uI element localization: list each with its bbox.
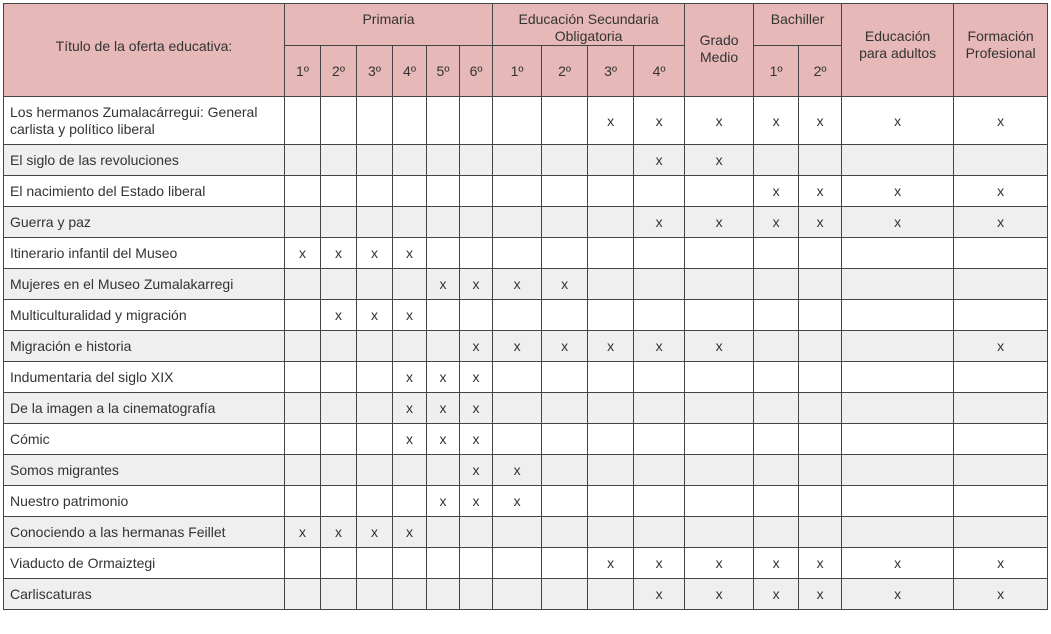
level-mark-cell bbox=[954, 145, 1048, 176]
table-row bbox=[4, 238, 1048, 269]
level-mark-cell bbox=[393, 176, 427, 207]
table-row bbox=[4, 393, 1048, 424]
table-row bbox=[4, 455, 1048, 486]
level-mark-cell bbox=[460, 300, 493, 331]
table-row bbox=[4, 579, 1048, 610]
level-mark-cell bbox=[393, 269, 427, 300]
level-mark-cell: x bbox=[954, 207, 1048, 238]
level-mark-cell bbox=[393, 207, 427, 238]
offer-title-cell: Guerra y paz bbox=[4, 207, 285, 238]
level-mark-cell: x bbox=[954, 579, 1048, 610]
level-mark-cell bbox=[588, 300, 634, 331]
offer-title-cell: Conociendo a las hermanas Feillet bbox=[4, 517, 285, 548]
level-mark-cell bbox=[460, 145, 493, 176]
level-mark-cell: x bbox=[427, 486, 460, 517]
primaria-4-header: 4º bbox=[393, 46, 427, 97]
level-mark-cell: x bbox=[588, 97, 634, 145]
level-mark-cell bbox=[588, 362, 634, 393]
level-mark-cell bbox=[588, 517, 634, 548]
table-row bbox=[4, 331, 1048, 362]
level-mark-cell: x bbox=[321, 517, 357, 548]
table-row bbox=[4, 362, 1048, 393]
fp-header bbox=[954, 4, 1048, 97]
table-row bbox=[4, 548, 1048, 579]
level-mark-cell bbox=[588, 269, 634, 300]
level-mark-cell: x bbox=[842, 579, 954, 610]
level-mark-cell: x bbox=[634, 331, 685, 362]
level-mark-cell bbox=[754, 269, 799, 300]
level-mark-cell: x bbox=[634, 207, 685, 238]
level-mark-cell bbox=[954, 300, 1048, 331]
table-row bbox=[4, 269, 1048, 300]
level-mark-cell: x bbox=[799, 548, 842, 579]
level-mark-cell: x bbox=[634, 579, 685, 610]
level-mark-cell: x bbox=[799, 579, 842, 610]
primaria-6-header: 6º bbox=[460, 46, 493, 97]
level-mark-cell bbox=[954, 393, 1048, 424]
level-mark-cell bbox=[754, 300, 799, 331]
level-mark-cell bbox=[634, 455, 685, 486]
grado-medio-label: Grado Medio bbox=[699, 32, 739, 65]
level-mark-cell bbox=[685, 176, 754, 207]
level-mark-cell bbox=[427, 579, 460, 610]
level-mark-cell: x bbox=[954, 331, 1048, 362]
level-mark-cell bbox=[799, 362, 842, 393]
level-mark-cell bbox=[285, 579, 321, 610]
title-column-header: Título de la oferta educativa: bbox=[4, 4, 285, 97]
adultos-header bbox=[842, 4, 954, 97]
level-mark-cell bbox=[321, 548, 357, 579]
level-mark-cell bbox=[285, 362, 321, 393]
level-mark-cell bbox=[357, 486, 393, 517]
level-mark-cell bbox=[842, 269, 954, 300]
level-mark-cell bbox=[357, 97, 393, 145]
level-mark-cell bbox=[634, 393, 685, 424]
offer-title-cell: Multiculturalidad y migración bbox=[4, 300, 285, 331]
level-mark-cell bbox=[588, 207, 634, 238]
level-mark-cell bbox=[542, 176, 588, 207]
level-mark-cell: x bbox=[493, 486, 542, 517]
level-mark-cell bbox=[357, 579, 393, 610]
level-mark-cell bbox=[954, 517, 1048, 548]
level-mark-cell: x bbox=[754, 548, 799, 579]
level-mark-cell bbox=[427, 97, 460, 145]
level-mark-cell bbox=[285, 548, 321, 579]
level-mark-cell bbox=[799, 424, 842, 455]
level-mark-cell bbox=[754, 517, 799, 548]
level-mark-cell bbox=[842, 145, 954, 176]
level-mark-cell bbox=[842, 517, 954, 548]
level-mark-cell bbox=[954, 238, 1048, 269]
fp-label: Formación Profesional bbox=[965, 28, 1036, 61]
level-mark-cell bbox=[588, 455, 634, 486]
level-mark-cell: x bbox=[799, 176, 842, 207]
offer-title-cell: Cómic bbox=[4, 424, 285, 455]
level-mark-cell bbox=[321, 176, 357, 207]
level-mark-cell bbox=[954, 486, 1048, 517]
level-mark-cell bbox=[634, 424, 685, 455]
level-mark-cell bbox=[460, 579, 493, 610]
level-mark-cell bbox=[393, 579, 427, 610]
level-mark-cell: x bbox=[357, 238, 393, 269]
level-mark-cell: x bbox=[954, 176, 1048, 207]
level-mark-cell bbox=[685, 393, 754, 424]
level-mark-cell bbox=[799, 517, 842, 548]
level-mark-cell bbox=[542, 145, 588, 176]
level-mark-cell bbox=[493, 300, 542, 331]
level-mark-cell bbox=[285, 97, 321, 145]
level-mark-cell bbox=[634, 517, 685, 548]
level-mark-cell bbox=[427, 145, 460, 176]
level-mark-cell: x bbox=[460, 362, 493, 393]
level-mark-cell bbox=[285, 331, 321, 362]
level-mark-cell: x bbox=[634, 548, 685, 579]
level-mark-cell bbox=[357, 145, 393, 176]
level-mark-cell: x bbox=[954, 97, 1048, 145]
level-mark-cell bbox=[542, 207, 588, 238]
offer-title-cell: El siglo de las revoluciones bbox=[4, 145, 285, 176]
level-mark-cell bbox=[321, 207, 357, 238]
level-mark-cell bbox=[542, 548, 588, 579]
level-mark-cell: x bbox=[542, 269, 588, 300]
level-mark-cell bbox=[799, 238, 842, 269]
level-mark-cell bbox=[285, 176, 321, 207]
level-mark-cell bbox=[588, 424, 634, 455]
level-mark-cell bbox=[393, 548, 427, 579]
level-mark-cell: x bbox=[493, 269, 542, 300]
level-mark-cell bbox=[634, 269, 685, 300]
offer-title-cell: Itinerario infantil del Museo bbox=[4, 238, 285, 269]
level-mark-cell bbox=[493, 145, 542, 176]
level-mark-cell bbox=[842, 486, 954, 517]
offer-title-cell: Indumentaria del siglo XIX bbox=[4, 362, 285, 393]
table-row bbox=[4, 97, 1048, 145]
level-mark-cell bbox=[542, 362, 588, 393]
level-mark-cell: x bbox=[427, 424, 460, 455]
level-mark-cell bbox=[285, 393, 321, 424]
level-mark-cell bbox=[357, 424, 393, 455]
level-mark-cell bbox=[357, 176, 393, 207]
level-mark-cell: x bbox=[393, 424, 427, 455]
level-mark-cell bbox=[954, 424, 1048, 455]
level-mark-cell: x bbox=[799, 97, 842, 145]
level-mark-cell bbox=[754, 145, 799, 176]
table-body bbox=[4, 97, 1048, 610]
level-mark-cell bbox=[542, 486, 588, 517]
level-mark-cell: x bbox=[321, 238, 357, 269]
level-mark-cell bbox=[542, 393, 588, 424]
level-mark-cell bbox=[842, 362, 954, 393]
bachiller-header: Bachiller bbox=[754, 4, 842, 46]
level-mark-cell: x bbox=[842, 97, 954, 145]
eso-3-header: 3º bbox=[588, 46, 634, 97]
table-row bbox=[4, 517, 1048, 548]
level-mark-cell bbox=[285, 300, 321, 331]
level-mark-cell: x bbox=[685, 207, 754, 238]
offer-title-cell: Viaducto de Ormaiztegi bbox=[4, 548, 285, 579]
level-mark-cell bbox=[427, 331, 460, 362]
primaria-2-header: 2º bbox=[321, 46, 357, 97]
table-row bbox=[4, 145, 1048, 176]
eso-2-header: 2º bbox=[542, 46, 588, 97]
offer-title-cell: Carliscaturas bbox=[4, 579, 285, 610]
level-mark-cell bbox=[588, 579, 634, 610]
primaria-3-header: 3º bbox=[357, 46, 393, 97]
adultos-label: Educación para adultos bbox=[859, 28, 937, 61]
eso-4-header: 4º bbox=[634, 46, 685, 97]
level-mark-cell bbox=[493, 517, 542, 548]
level-mark-cell bbox=[393, 455, 427, 486]
level-mark-cell: x bbox=[493, 455, 542, 486]
level-mark-cell bbox=[842, 393, 954, 424]
level-mark-cell bbox=[427, 517, 460, 548]
level-mark-cell: x bbox=[285, 238, 321, 269]
level-mark-cell bbox=[460, 207, 493, 238]
level-mark-cell bbox=[357, 362, 393, 393]
offer-title-cell: Nuestro patrimonio bbox=[4, 486, 285, 517]
level-mark-cell bbox=[285, 269, 321, 300]
level-mark-cell bbox=[285, 424, 321, 455]
offer-title-cell: El nacimiento del Estado liberal bbox=[4, 176, 285, 207]
level-mark-cell bbox=[542, 455, 588, 486]
level-mark-cell bbox=[842, 424, 954, 455]
offer-title-cell: Mujeres en el Museo Zumalakarregi bbox=[4, 269, 285, 300]
offer-title-cell: Los hermanos Zumalacárregui: General carlista y político liberal bbox=[4, 97, 285, 145]
level-mark-cell bbox=[493, 97, 542, 145]
educational-offer-table bbox=[3, 3, 1048, 610]
level-mark-cell bbox=[588, 176, 634, 207]
level-mark-cell bbox=[357, 393, 393, 424]
level-mark-cell bbox=[427, 300, 460, 331]
level-mark-cell: x bbox=[542, 331, 588, 362]
level-mark-cell: x bbox=[685, 145, 754, 176]
level-mark-cell bbox=[542, 517, 588, 548]
level-mark-cell: x bbox=[393, 300, 427, 331]
level-mark-cell bbox=[321, 362, 357, 393]
eso-1-header: 1º bbox=[493, 46, 542, 97]
level-mark-cell bbox=[799, 486, 842, 517]
table-row bbox=[4, 176, 1048, 207]
level-mark-cell bbox=[754, 486, 799, 517]
table-row bbox=[4, 424, 1048, 455]
level-mark-cell bbox=[634, 486, 685, 517]
level-mark-cell bbox=[357, 455, 393, 486]
level-mark-cell: x bbox=[685, 548, 754, 579]
level-mark-cell bbox=[685, 362, 754, 393]
primaria-header: Primaria bbox=[285, 4, 493, 46]
offer-title-cell: Migración e historia bbox=[4, 331, 285, 362]
level-mark-cell: x bbox=[754, 97, 799, 145]
level-mark-cell bbox=[493, 393, 542, 424]
level-mark-cell: x bbox=[460, 455, 493, 486]
level-mark-cell bbox=[493, 176, 542, 207]
level-mark-cell bbox=[685, 455, 754, 486]
level-mark-cell bbox=[685, 424, 754, 455]
level-mark-cell bbox=[799, 331, 842, 362]
level-mark-cell bbox=[427, 207, 460, 238]
level-mark-cell bbox=[634, 238, 685, 269]
offer-title-cell: De la imagen a la cinematografía bbox=[4, 393, 285, 424]
level-mark-cell bbox=[754, 455, 799, 486]
level-mark-cell bbox=[542, 424, 588, 455]
level-mark-cell bbox=[460, 548, 493, 579]
level-mark-cell bbox=[427, 455, 460, 486]
level-mark-cell bbox=[842, 300, 954, 331]
level-mark-cell bbox=[321, 145, 357, 176]
level-mark-cell bbox=[842, 455, 954, 486]
level-mark-cell bbox=[754, 393, 799, 424]
level-mark-cell bbox=[799, 393, 842, 424]
level-mark-cell: x bbox=[799, 207, 842, 238]
level-mark-cell bbox=[954, 269, 1048, 300]
level-mark-cell bbox=[588, 393, 634, 424]
level-mark-cell bbox=[460, 517, 493, 548]
level-mark-cell: x bbox=[842, 548, 954, 579]
level-mark-cell: x bbox=[427, 269, 460, 300]
level-mark-cell bbox=[685, 269, 754, 300]
level-mark-cell: x bbox=[460, 331, 493, 362]
level-mark-cell bbox=[357, 548, 393, 579]
level-mark-cell: x bbox=[754, 176, 799, 207]
level-mark-cell bbox=[799, 300, 842, 331]
level-mark-cell: x bbox=[685, 331, 754, 362]
eso-header: Educación Secundaria Obligatoria bbox=[493, 4, 685, 46]
level-mark-cell bbox=[285, 486, 321, 517]
level-mark-cell bbox=[685, 300, 754, 331]
level-mark-cell: x bbox=[427, 362, 460, 393]
level-mark-cell bbox=[954, 455, 1048, 486]
level-mark-cell bbox=[427, 548, 460, 579]
level-mark-cell bbox=[357, 331, 393, 362]
level-mark-cell bbox=[842, 238, 954, 269]
level-mark-cell bbox=[685, 486, 754, 517]
level-mark-cell: x bbox=[427, 393, 460, 424]
table-row bbox=[4, 486, 1048, 517]
level-mark-cell bbox=[799, 269, 842, 300]
level-mark-cell bbox=[542, 97, 588, 145]
level-mark-cell bbox=[321, 393, 357, 424]
level-mark-cell bbox=[754, 331, 799, 362]
level-mark-cell bbox=[754, 424, 799, 455]
level-mark-cell: x bbox=[754, 579, 799, 610]
level-mark-cell bbox=[493, 424, 542, 455]
level-mark-cell bbox=[954, 362, 1048, 393]
level-mark-cell bbox=[427, 238, 460, 269]
level-mark-cell: x bbox=[685, 97, 754, 145]
level-mark-cell bbox=[460, 238, 493, 269]
primaria-5-header: 5º bbox=[427, 46, 460, 97]
level-mark-cell: x bbox=[460, 393, 493, 424]
level-mark-cell: x bbox=[460, 424, 493, 455]
level-mark-cell: x bbox=[588, 548, 634, 579]
level-mark-cell bbox=[285, 207, 321, 238]
level-mark-cell bbox=[321, 455, 357, 486]
level-mark-cell bbox=[285, 145, 321, 176]
level-mark-cell bbox=[393, 97, 427, 145]
level-mark-cell: x bbox=[588, 331, 634, 362]
level-mark-cell bbox=[799, 455, 842, 486]
bachiller-1-header: 1º bbox=[754, 46, 799, 97]
level-mark-cell bbox=[321, 269, 357, 300]
level-mark-cell: x bbox=[493, 331, 542, 362]
level-mark-cell bbox=[493, 207, 542, 238]
level-mark-cell bbox=[357, 207, 393, 238]
level-mark-cell bbox=[357, 269, 393, 300]
bachiller-2-header: 2º bbox=[799, 46, 842, 97]
level-mark-cell bbox=[542, 238, 588, 269]
offer-title-cell: Somos migrantes bbox=[4, 455, 285, 486]
level-mark-cell bbox=[588, 238, 634, 269]
level-mark-cell: x bbox=[393, 238, 427, 269]
level-mark-cell: x bbox=[321, 300, 357, 331]
level-mark-cell bbox=[393, 331, 427, 362]
level-mark-cell: x bbox=[634, 97, 685, 145]
level-mark-cell: x bbox=[754, 207, 799, 238]
level-mark-cell: x bbox=[685, 579, 754, 610]
level-mark-cell bbox=[588, 486, 634, 517]
grado-medio-header bbox=[685, 4, 754, 97]
level-mark-cell bbox=[393, 145, 427, 176]
level-mark-cell: x bbox=[954, 548, 1048, 579]
level-mark-cell: x bbox=[460, 269, 493, 300]
level-mark-cell bbox=[493, 362, 542, 393]
level-mark-cell bbox=[685, 517, 754, 548]
level-mark-cell: x bbox=[393, 393, 427, 424]
level-mark-cell bbox=[634, 362, 685, 393]
level-mark-cell bbox=[588, 145, 634, 176]
level-mark-cell bbox=[842, 331, 954, 362]
level-mark-cell bbox=[634, 300, 685, 331]
level-mark-cell bbox=[321, 97, 357, 145]
level-mark-cell: x bbox=[842, 176, 954, 207]
level-mark-cell bbox=[634, 176, 685, 207]
level-mark-cell: x bbox=[460, 486, 493, 517]
level-mark-cell bbox=[285, 455, 321, 486]
level-mark-cell bbox=[685, 238, 754, 269]
level-mark-cell: x bbox=[842, 207, 954, 238]
level-mark-cell bbox=[427, 176, 460, 207]
level-mark-cell bbox=[321, 486, 357, 517]
level-mark-cell bbox=[493, 548, 542, 579]
primaria-1-header: 1º bbox=[285, 46, 321, 97]
level-mark-cell bbox=[460, 176, 493, 207]
level-mark-cell: x bbox=[357, 300, 393, 331]
level-mark-cell bbox=[754, 362, 799, 393]
level-mark-cell: x bbox=[393, 517, 427, 548]
level-mark-cell: x bbox=[357, 517, 393, 548]
level-mark-cell bbox=[321, 331, 357, 362]
level-mark-cell: x bbox=[634, 145, 685, 176]
level-mark-cell bbox=[393, 486, 427, 517]
level-mark-cell: x bbox=[285, 517, 321, 548]
level-mark-cell bbox=[754, 238, 799, 269]
level-mark-cell bbox=[460, 97, 493, 145]
level-mark-cell bbox=[542, 300, 588, 331]
table-row bbox=[4, 207, 1048, 238]
level-mark-cell bbox=[799, 145, 842, 176]
level-mark-cell bbox=[542, 579, 588, 610]
level-mark-cell bbox=[321, 579, 357, 610]
table-row bbox=[4, 300, 1048, 331]
level-mark-cell bbox=[493, 579, 542, 610]
level-mark-cell bbox=[321, 424, 357, 455]
level-mark-cell bbox=[493, 238, 542, 269]
level-mark-cell: x bbox=[393, 362, 427, 393]
